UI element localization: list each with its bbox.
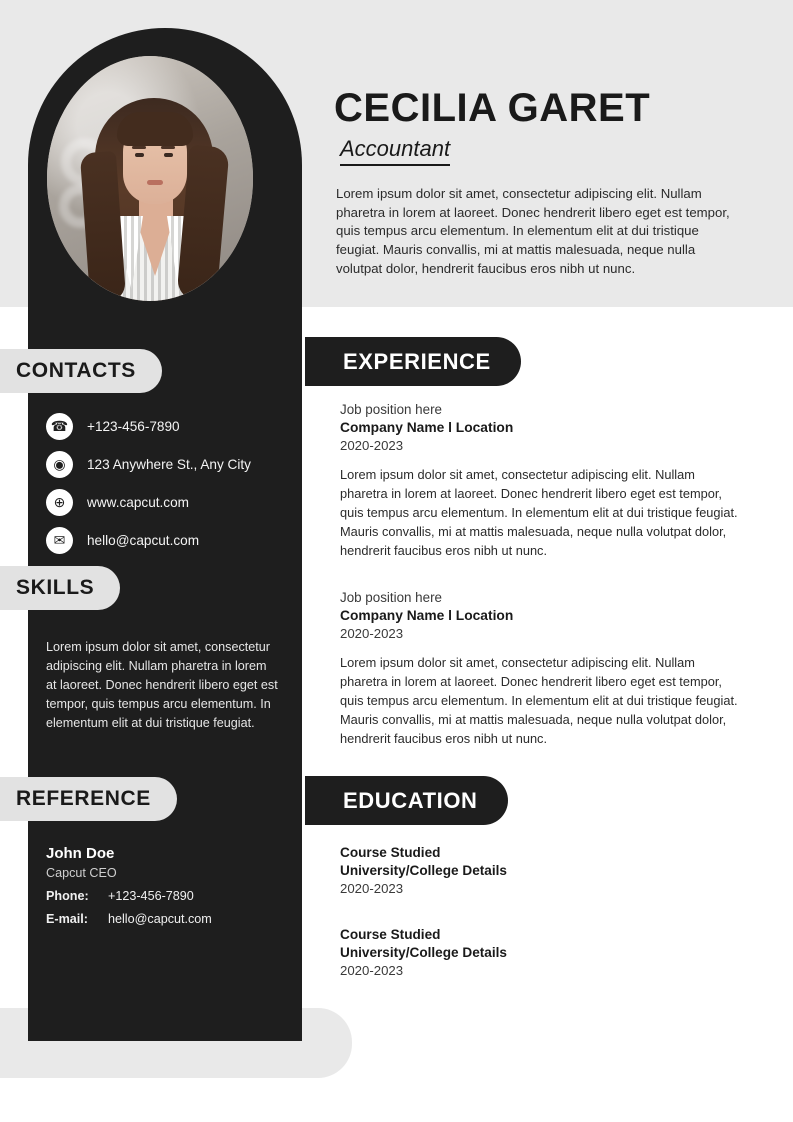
experience-date: 2020-2023 <box>340 438 404 453</box>
job-title: Accountant <box>340 136 451 161</box>
section-header-experience: EXPERIENCE <box>305 337 521 386</box>
reference-name: John Doe <box>46 845 115 862</box>
contact-list <box>46 408 296 560</box>
experience-description: Lorem ipsum dolor sit amet, consectetur adipiscing elit. Nullam pharetra in lorem at laoreet. Donec hendrerit libero eget est tempor, quis tempus arcu elementum. In elementum elit at dui tristique feugiat. Mauris convallis, mi at mattis malesuada, neque nulla volutpat dolor, hendrerit faucibus eros nibh ut nunc. <box>340 655 738 746</box>
section-header-education: EDUCATION <box>305 776 508 825</box>
reference-email-value[interactable]: hello@capcut.com <box>108 912 212 926</box>
contact-phone: +123-456-7890 <box>87 418 180 434</box>
education-course: Course Studied <box>340 927 441 942</box>
reference-phone-row <box>46 889 280 903</box>
photo-subject <box>47 56 253 301</box>
list-item <box>46 408 296 444</box>
section-header-skills: SKILLS <box>0 566 120 610</box>
reference-phone-label: Phone: <box>46 889 89 903</box>
education-entry <box>340 927 740 978</box>
experience-company: Company Name l Location <box>340 608 514 623</box>
eyebrow-right <box>161 146 175 149</box>
list-item <box>46 522 296 558</box>
reference-email-row <box>46 912 280 926</box>
eye-right <box>164 153 173 157</box>
profile-summary: Lorem ipsum dolor sit amet, consectetur adipiscing elit. Nullam pharetra in lorem at laoreet. Donec hendrerit libero eget est tempor, quis tempus arcu elementum. In elementum elit at dui tristique feugiat. Mauris convallis, mi at mattis malesuada, neque nulla volutpat dolor, hendrerit faucibus eros nibh ut nunc. <box>336 186 730 276</box>
globe-icon: ⊕ <box>46 489 73 516</box>
envelope-icon: ✉ <box>46 527 73 554</box>
eye-left <box>135 153 144 157</box>
experience-entry <box>340 590 740 749</box>
experience-description: Lorem ipsum dolor sit amet, consectetur adipiscing elit. Nullam pharetra in lorem at laoreet. Donec hendrerit libero eget est tempor, quis tempus arcu elementum. In elementum elit at dui tristique feugiat. Mauris convallis, mi at mattis malesuada, neque nulla volutpat dolor, hendrerit faucibus eros nibh ut nunc. <box>340 467 738 558</box>
experience-entry <box>340 402 740 561</box>
education-date: 2020-2023 <box>340 963 404 978</box>
reference-title: Capcut CEO <box>46 866 117 880</box>
job-title-underline <box>340 136 450 166</box>
contact-address: 123 Anywhere St., Any City <box>87 456 251 472</box>
section-header-reference: REFERENCE <box>0 777 177 821</box>
location-pin-icon: ◉ <box>46 451 73 478</box>
experience-date: 2020-2023 <box>340 626 404 641</box>
contact-website[interactable]: www.capcut.com <box>87 494 189 510</box>
list-item <box>46 484 296 520</box>
experience-position: Job position here <box>340 402 442 417</box>
skills-description: Lorem ipsum dolor sit amet, consectetur adipiscing elit. Nullam pharetra in lorem at laoreet. Donec hendrerit libero eget est tempor, quis tempus arcu elementum. In elementum elit at dui tristique feugiat. <box>46 640 278 730</box>
list-item <box>46 446 296 482</box>
section-header-contacts: CONTACTS <box>0 349 162 393</box>
reference-email-label: E-mail: <box>46 912 88 926</box>
reference-block <box>46 845 280 926</box>
experience-position: Job position here <box>340 590 442 605</box>
eyebrow-left <box>132 146 146 149</box>
experience-company: Company Name l Location <box>340 420 514 435</box>
education-course: Course Studied <box>340 845 441 860</box>
page-title: CECILIA GARET <box>334 86 651 130</box>
mouth <box>147 180 163 185</box>
education-university: University/College Details <box>340 945 507 960</box>
reference-phone-value: +123-456-7890 <box>108 889 194 903</box>
education-entry <box>340 845 740 896</box>
education-university: University/College Details <box>340 863 507 878</box>
profile-photo <box>47 56 253 301</box>
contact-email[interactable]: hello@capcut.com <box>87 532 200 548</box>
education-date: 2020-2023 <box>340 881 404 896</box>
phone-icon: ☎ <box>46 413 73 440</box>
hair-fringe <box>117 112 193 146</box>
